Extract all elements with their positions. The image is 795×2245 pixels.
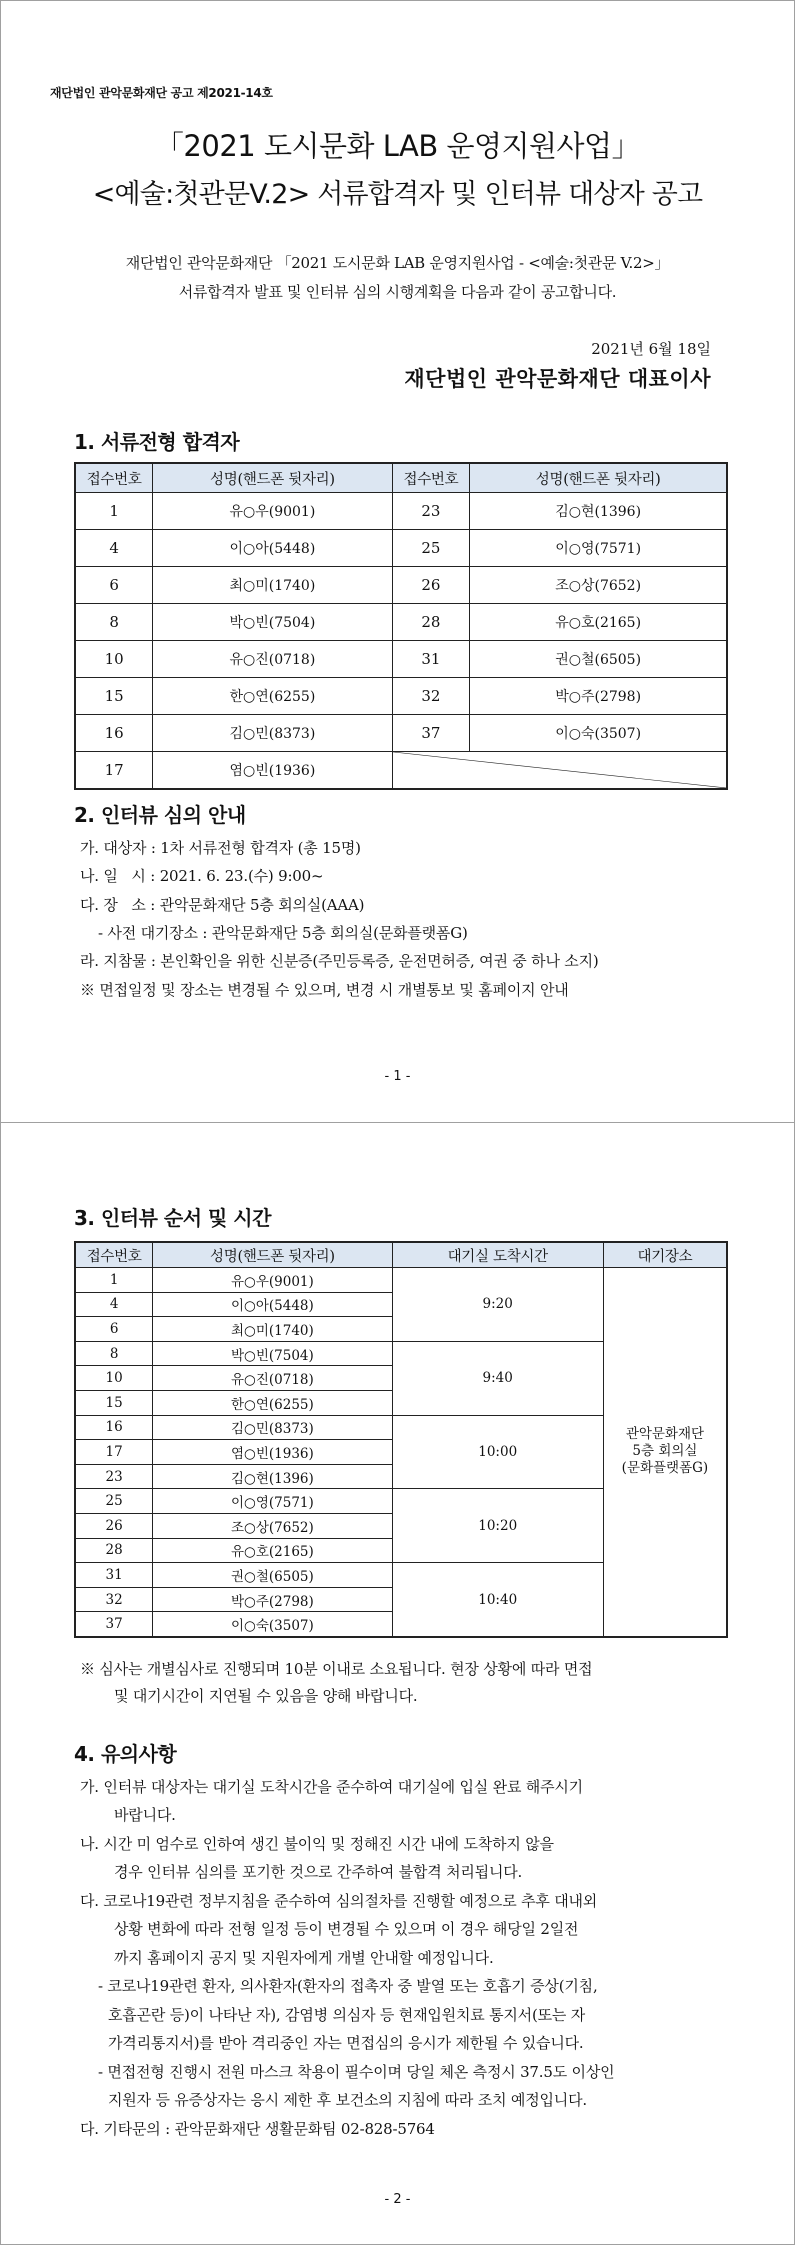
table-row	[75, 493, 727, 530]
caution-line: 다. 코로나19관련 정부지침을 준수하여 심의절차를 진행할 예정으로 추후 대내외	[80, 1892, 598, 1910]
page-title: 「2021 도시문화 LAB 운영지원사업」	[154, 129, 641, 163]
table-header-row	[75, 1242, 727, 1268]
applicant-name: 염○빈(1936)	[153, 1440, 392, 1465]
receipt-number: 28	[75, 1538, 153, 1563]
page-number-2: - 2 -	[384, 2192, 411, 2207]
receipt-number: 31	[392, 641, 470, 678]
table-row	[75, 641, 727, 678]
interview-note-line-1: ※ 심사는 개별심사로 진행되며 10분 이내로 소요됩니다. 현장 상황에 따라 면접	[80, 1660, 593, 1678]
interview-schedule-table	[74, 1241, 728, 1638]
column-header: 대기실 도착시간	[392, 1242, 603, 1268]
diagonal-line-icon	[393, 752, 726, 788]
applicant-name: 유○우(9001)	[153, 1268, 392, 1293]
receipt-number: 8	[75, 604, 153, 641]
applicant-name: 유○호(2165)	[470, 604, 727, 641]
table-header-row	[75, 463, 727, 493]
receipt-number: 31	[75, 1563, 153, 1588]
applicant-name: 김○민(8373)	[153, 1415, 392, 1440]
page-subtitle: <예술:첫관문V.2> 서류합격자 및 인터뷰 대상자 공고	[92, 179, 703, 210]
receipt-number: 23	[392, 493, 470, 530]
table-row	[75, 715, 727, 752]
applicant-name: 권○철(6505)	[153, 1563, 392, 1588]
applicant-name: 김○현(1396)	[153, 1464, 392, 1489]
intro-line-2: 서류합격자 발표 및 인터뷰 심의 시행계획을 다음과 같이 공고합니다.	[178, 283, 617, 301]
applicant-name: 이○아(5448)	[153, 1292, 392, 1317]
applicant-name: 유○우(9001)	[153, 493, 392, 530]
receipt-number: 8	[75, 1341, 153, 1366]
caution-line: 호흡곤란 등)이 나타난 자), 감염병 의심자 등 현재입원치료 통지서(또는 자	[108, 2006, 586, 2024]
caution-line: 가격리통지서)를 받아 격리중인 자는 면접심의 응시가 제한될 수 있습니다.	[108, 2034, 584, 2052]
applicant-name: 이○숙(3507)	[470, 715, 727, 752]
caution-line: 지원자 등 유증상자는 응시 제한 후 보건소의 지침에 따라 조치 예정입니다.	[108, 2091, 587, 2109]
table-row	[75, 752, 727, 790]
receipt-number: 32	[392, 678, 470, 715]
receipt-number: 10	[75, 641, 153, 678]
applicant-name: 염○빈(1936)	[153, 752, 392, 790]
applicant-name: 유○진(0718)	[153, 1366, 392, 1391]
receipt-number: 23	[75, 1464, 153, 1489]
waiting-place-line: (문화플랫폼G)	[621, 1460, 709, 1477]
column-header: 성명(핸드폰 뒷자리)	[470, 463, 727, 493]
caution-line: - 코로나19관련 환자, 의사환자(환자의 접촉자 중 발열 또는 호흡기 증상(기침,	[98, 1977, 598, 1995]
contact-info: 다. 기타문의 : 관악문화재단 생활문화팀 02-828-5764	[80, 2120, 435, 2138]
arrival-time: 10:20	[392, 1489, 603, 1563]
applicant-name: 김○현(1396)	[470, 493, 727, 530]
change-notice: ※ 면접일정 및 장소는 변경될 수 있으며, 변경 시 개별통보 및 홈페이지 안내	[80, 981, 569, 999]
arrival-time: 9:40	[392, 1341, 603, 1415]
applicant-name: 한○연(6255)	[153, 678, 392, 715]
arrival-time: 9:20	[392, 1268, 603, 1342]
waiting-place: - 사전 대기장소 : 관악문화재단 5층 회의실(문화플랫폼G)	[98, 924, 468, 942]
waiting-place-line: 5층 회의실	[632, 1443, 698, 1460]
caution-line: 나. 시간 미 엄수로 인하여 생긴 불이익 및 정해진 시간 내에 도착하지 않을	[80, 1835, 554, 1853]
receipt-number: 17	[75, 1440, 153, 1465]
applicant-name: 박○주(2798)	[470, 678, 727, 715]
caution-line: 가. 인터뷰 대상자는 대기실 도착시간을 준수하여 대기실에 입실 완료 해주시기	[80, 1778, 583, 1796]
receipt-number: 1	[75, 493, 153, 530]
applicant-name: 최○미(1740)	[153, 1317, 392, 1342]
interview-date: 나. 일 시 : 2021. 6. 23.(수) 9:00~	[80, 867, 324, 885]
section-4-heading: 4. 유의사항	[74, 1742, 177, 1766]
section-3-heading: 3. 인터뷰 순서 및 시간	[74, 1206, 271, 1230]
table-row	[75, 604, 727, 641]
receipt-number: 6	[75, 567, 153, 604]
caution-line: 상황 변화에 따라 전형 일정 등이 변경될 수 있으며 이 경우 해당일 2일전	[114, 1920, 579, 1938]
receipt-number: 37	[75, 1612, 153, 1637]
table-row	[75, 1268, 727, 1293]
receipt-number: 4	[75, 1292, 153, 1317]
receipt-number: 25	[392, 530, 470, 567]
receipt-number: 6	[75, 1317, 153, 1342]
applicant-name: 이○아(5448)	[153, 530, 392, 567]
applicant-name: 김○민(8373)	[153, 715, 392, 752]
applicant-name: 유○진(0718)	[153, 641, 392, 678]
receipt-number: 16	[75, 1415, 153, 1440]
applicant-name: 한○연(6255)	[153, 1390, 392, 1415]
receipt-number: 17	[75, 752, 153, 790]
arrival-time: 10:00	[392, 1415, 603, 1489]
applicant-name: 박○빈(7504)	[153, 604, 392, 641]
applicant-name: 박○주(2798)	[153, 1587, 392, 1612]
waiting-place-line: 관악문화재단	[625, 1426, 705, 1443]
receipt-number: 4	[75, 530, 153, 567]
receipt-number: 37	[392, 715, 470, 752]
applicant-name: 이○영(7571)	[470, 530, 727, 567]
receipt-number: 25	[75, 1489, 153, 1514]
column-header: 접수번호	[75, 463, 153, 493]
signature: 재단법인 관악문화재단 대표이사	[404, 366, 711, 391]
required-items: 라. 지참물 : 본인확인을 위한 신분증(주민등록증, 운전면허증, 여권 중 하나 소지)	[80, 952, 599, 970]
interview-target: 가. 대상자 : 1차 서류전형 합격자 (총 15명)	[80, 839, 361, 857]
section-1-heading: 1. 서류전형 합격자	[74, 430, 240, 454]
notice-date: 2021년 6월 18일	[591, 340, 711, 358]
receipt-number: 10	[75, 1366, 153, 1391]
document-pass-table	[74, 462, 728, 790]
applicant-name: 유○호(2165)	[153, 1538, 392, 1563]
empty-diagonal-cell	[392, 752, 727, 790]
receipt-number: 15	[75, 1390, 153, 1415]
column-header: 대기장소	[603, 1242, 727, 1268]
caution-line: 경우 인터뷰 심의를 포기한 것으로 간주하여 불합격 처리됩니다.	[114, 1863, 523, 1881]
table-row	[75, 530, 727, 567]
waiting-place-cell	[603, 1268, 727, 1637]
receipt-number: 1	[75, 1268, 153, 1293]
interview-note-line-2: 및 대기시간이 지연될 수 있음을 양해 바랍니다.	[114, 1687, 418, 1705]
interview-place: 다. 장 소 : 관악문화재단 5층 회의실(AAA)	[80, 896, 365, 914]
applicant-name: 조○상(7652)	[153, 1513, 392, 1538]
column-header: 접수번호	[75, 1242, 153, 1268]
receipt-number: 32	[75, 1587, 153, 1612]
arrival-time: 10:40	[392, 1563, 603, 1637]
applicant-name: 이○영(7571)	[153, 1489, 392, 1514]
receipt-number: 26	[75, 1513, 153, 1538]
page-number-1: - 1 -	[384, 1069, 411, 1084]
column-header: 접수번호	[392, 463, 470, 493]
section-2-heading: 2. 인터뷰 심의 안내	[74, 803, 246, 827]
column-header: 성명(핸드폰 뒷자리)	[153, 1242, 392, 1268]
notice-number: 재단법인 관악문화재단 공고 제2021-14호	[50, 86, 273, 100]
applicant-name: 최○미(1740)	[153, 567, 392, 604]
applicant-name: 조○상(7652)	[470, 567, 727, 604]
receipt-number: 15	[75, 678, 153, 715]
applicant-name: 권○철(6505)	[470, 641, 727, 678]
receipt-number: 28	[392, 604, 470, 641]
caution-line: 까지 홈페이지 공지 및 지원자에게 개별 안내할 예정입니다.	[114, 1949, 494, 1967]
receipt-number: 16	[75, 715, 153, 752]
applicant-name: 박○빈(7504)	[153, 1341, 392, 1366]
caution-line: - 면접전형 진행시 전원 마스크 착용이 필수이며 당일 체온 측정시 37.5도 이상인	[98, 2063, 615, 2081]
intro-line-1: 재단법인 관악문화재단 「2021 도시문화 LAB 운영지원사업 - <예술:첫관문 V.2>」	[125, 254, 670, 272]
table-row	[75, 678, 727, 715]
column-header: 성명(핸드폰 뒷자리)	[153, 463, 392, 493]
receipt-number: 26	[392, 567, 470, 604]
applicant-name: 이○숙(3507)	[153, 1612, 392, 1637]
caution-line: 바랍니다.	[114, 1806, 176, 1824]
table-row	[75, 567, 727, 604]
